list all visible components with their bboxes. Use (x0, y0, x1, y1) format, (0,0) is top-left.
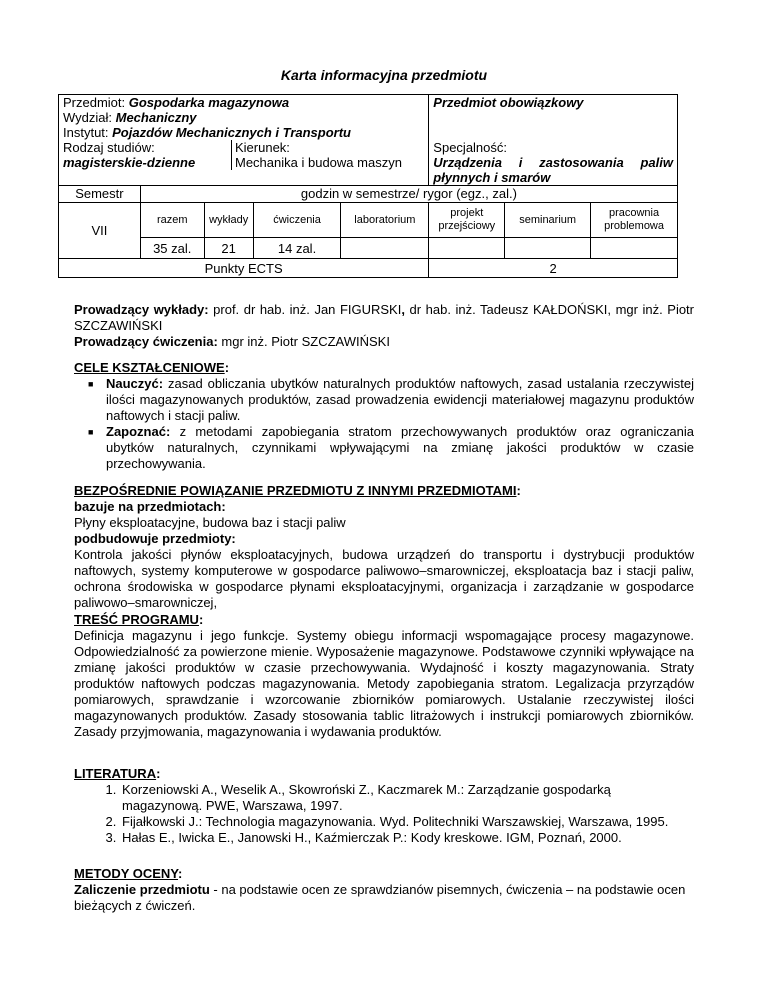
institute-label: Instytut: (63, 125, 113, 140)
faculty-value: Mechaniczny (115, 110, 197, 125)
goal-label: Zapoznać: (106, 424, 171, 439)
goals-heading: CELE KSZTAŁCENIOWE (74, 360, 225, 375)
literature-item: 3. Hałas E., Iwicka E., Janowski H., Kaźmierczak P.: Kody kreskowe. IGM, Poznań, 2000. (120, 830, 694, 846)
assessment-section: METODY OCENY: Zaliczenie przedmiotu - na podstawie ocen ze sprawdzianów pisemnych, ćwiczenia – na podstawie ocen bieżących z ćwiczeń. (74, 866, 686, 913)
goal-item: ■ Zapoznać: z metodami zapobiegania stratom przechowywanych produktów oraz ograniczania ubytków naturalnych, czynnikami wpływającymi na zmianę jakości produktów w czasie przechowywania. (88, 424, 694, 471)
hours-label: godzin w semestrze/ rygor (egz., zal.) (140, 186, 677, 203)
exercise-lecturer-text: mgr inż. Piotr SZCZAWIŃSKI (217, 334, 390, 349)
supports-text: Kontrola jakości płynów eksploatacyjnych, budowa urządzeń do transportu i dystrybucji produktów naftowych, systemy komputerowe w gospodarce paliwowo–smarowniczej, eksploatacja baz i stacji paliw, ochrona środowiska w gospodarce płynami eksploatacyjnymi, organizacja i zarządzanie w gospodarce paliwowo–smarowniczej, (74, 547, 694, 610)
lecturers-section: Prowadzący wykłady: prof. dr hab. inż. Jan FIGURSKI, dr hab. inż. Tadeusz KAŁDOŃSKI, mgr inż. Piotr SZCZAWIŃSKI Prowadzący ćwiczenia: mgr inż. Piotr SZCZAWIŃSKI (74, 302, 695, 349)
field-label: Kierunek: (235, 140, 290, 155)
specialty-value: Urządzenia i zastosowania paliw płynnych i smarów (433, 155, 673, 185)
literature-heading: LITERATURA (74, 766, 157, 781)
val-laboratorium (341, 238, 429, 259)
based-on-label: bazuje na przedmiotach: (74, 499, 226, 514)
assessment-label: Zaliczenie przedmiotu (74, 882, 210, 897)
assessment-text: - na podstawie ocen ze sprawdzianów pisemnych, ćwiczenia – na podstawie ocen bieżących z ćwiczeń. (74, 882, 686, 913)
institute-value: Pojazdów Mechanicznych i Transportu (112, 125, 351, 140)
goal-item: ■ Nauczyć: zasad obliczania ubytków naturalnych produktów naftowych, zasad ustalania rzeczywistej ilości magazynowanych produktów, zasad prowadzenia ewidencji materiałowej magazynu produktów naftowych i stacji paliw. (88, 376, 694, 423)
goals-section: CELE KSZTAŁCENIOWE: ■ Nauczyć: zasad obliczania ubytków naturalnych produktów naftowych, zasad ustalania rzeczywistej ilości magazynowanych produktów, zasad prowadzenia ewidencji materiałowej magazynu produktów naftowych i stacji paliw. ■ Zapoznać: z metodami zapobiegania stratom przechowywanych produktów oraz ograniczania ubytków naturalnych, czynnikami wpływającymi na zmianę jakości produktów w czasie przechowywania. (74, 360, 694, 471)
col-wyklady: wykłady (204, 203, 253, 238)
relations-heading: BEZPOŚREDNIE POWIĄZANIE PRZEDMIOTU Z INNYMI PRZEDMIOTAMI (74, 483, 517, 498)
col-projekt: projekt przejściowy (429, 203, 505, 238)
ects-value: 2 (429, 259, 678, 278)
goal-text: z metodami zapobiegania stratom przechowywanych produktów oraz ograniczania ubytków naturalnych, czynnikami wpływającymi na zmianę jakości produktów w czasie przechowywania. (106, 424, 694, 471)
subject-label: Przedmiot: (63, 95, 129, 110)
val-pracownia (591, 238, 678, 259)
col-pracownia: pracownia problemowa (591, 203, 678, 238)
study-type-label: Rodzaj studiów: (63, 140, 155, 155)
assessment-heading: METODY OCENY (74, 866, 179, 881)
lecturers-text-1: prof. dr hab. inż. Jan FIGURSKI (208, 302, 402, 317)
ects-label: Punkty ECTS (59, 259, 429, 278)
goal-label: Nauczyć: (106, 376, 164, 391)
val-wyklady: 21 (204, 238, 253, 259)
field-value: Mechanika i budowa maszyn (235, 155, 402, 170)
specialty-label: Specjalność: (433, 140, 508, 155)
literature-section: LITERATURA: 1. Korzeniowski A., Weselik A., Skowroński Z., Kaczmarek M.: Zarządzanie gospodarką magazynową. PWE, Warszawa, 1997. 2. Fijałkowski J.: Technologia magazynowania. Wyd. Politechniki Warszawskiej, Warszawa, 1995. 3. Hałas E., Iwicka E., Janowski H., Kaźmierczak P.: Kody kreskowe. IGM, Poznań, 2000. (74, 766, 694, 846)
supports-label: podbudowuje przedmioty: (74, 531, 236, 546)
subject-value: Gospodarka magazynowa (128, 95, 290, 110)
literature-item: 2. Fijałkowski J.: Technologia magazynowania. Wyd. Politechniki Warszawskiej, Warszawa, 1995. (120, 814, 694, 830)
page-title: Karta informacyjna przedmiotu (280, 67, 488, 83)
course-info-table (58, 94, 678, 278)
col-cwiczenia: ćwiczenia (253, 203, 341, 238)
semester-value: VII (59, 203, 141, 259)
goal-text: zasad obliczania ubytków naturalnych produktów naftowych, zasad ustalania rzeczywistej ilości magazynowanych produktów, zasad prowadzenia ewidencji materiałowej magazynu produktów naftowych i stacji paliw. (106, 376, 694, 423)
val-projekt (429, 238, 505, 259)
lecturers-label: Prowadzący wykłady: (74, 302, 209, 317)
faculty-label: Wydział: (63, 110, 116, 125)
course-identity-cell (59, 95, 429, 186)
val-razem: 35 zal. (140, 238, 204, 259)
lecturers-text-2: dr hab. inż. Tadeusz KAŁDOŃSKI, mgr inż. Piotr SZCZAWIŃSKI (74, 302, 695, 333)
val-cwiczenia: 14 zal. (253, 238, 341, 259)
mandatory-label: Przedmiot obowiązkowy (433, 95, 584, 110)
col-razem: razem (140, 203, 204, 238)
program-heading: TREŚĆ PROGRAMU (74, 612, 199, 627)
relations-section: BEZPOŚREDNIE POWIĄZANIE PRZEDMIOTU Z INNYMI PRZEDMIOTAMI: bazuje na przedmiotach: Płyny eksploatacyjne, budowa baz i stacji paliw podbudowuje przedmioty: Kontrola jakości płynów eksploatacyjnych, budowa urządzeń do transportu i dystrybucji produktów naftowych, systemy komputerowe w gospodarce paliwowo–smarowniczej, eksploatacja baz i stacji paliw, ochrona środowiska w gospodarce płynami eksploatacyjnymi, organizacja i zarządzanie w gospodarce paliwowo–smarowniczej, (74, 483, 694, 610)
col-laboratorium: laboratorium (341, 203, 429, 238)
program-section: TREŚĆ PROGRAMU: Definicja magazynu i jego funkcje. Systemy obiegu informacji wspomagające procesy magazynowe. Odpowiedzialność za powierzone mienie. Wyposażenie magazynowe. Podstawowe czynniki wpływające na zmianę jakości produktów w czasie przechowywania. Wydajność i koszty magazynowania. Straty produktów naftowych podczas magazynowania. Metody zapobiegania stratom. Legalizacja przyrządów pomiarowych, sprawdzanie i wzorcowanie zbiorników pomiarowych. Ustalanie rzeczywistej ilości magazynowanych produktów. Zasady stosowania tablic litrażowych i instrukcji pomiarowych zbiorników. Zasady przyjmowania, magazynowania i wydawania produktów. (74, 612, 694, 739)
study-type-value: magisterskie-dzienne (63, 155, 196, 170)
semester-label: Semestr (59, 186, 141, 203)
val-seminarium (505, 238, 591, 259)
exercise-lecturer-label: Prowadzący ćwiczenia: (74, 334, 218, 349)
col-seminarium: seminarium (505, 203, 591, 238)
course-status-cell (429, 95, 678, 186)
literature-item: 1. Korzeniowski A., Weselik A., Skowroński Z., Kaczmarek M.: Zarządzanie gospodarką magazynową. PWE, Warszawa, 1997. (120, 782, 694, 814)
based-on-text: Płyny eksploatacyjne, budowa baz i stacji paliw (74, 515, 346, 530)
program-text: Definicja magazynu i jego funkcje. Systemy obiegu informacji wspomagające procesy magazynowe. Odpowiedzialność za powierzone mienie. Wyposażenie magazynowe. Podstawowe czynniki wpływające na zmianę jakości produktów w czasie przechowywania. Wydajność i koszty magazynowania. Straty produktów naftowych podczas magazynowania. Metody zapobiegania stratom. Legalizacja przyrządów pomiarowych, sprawdzanie i wzorcowanie zbiorników pomiarowych. Ustalanie rzeczywistej ilości magazynowanych produktów. Zasady stosowania tablic litrażowych i instrukcji pomiarowych zbiorników. Zasady przyjmowania, magazynowania i wydawania produktów. (74, 628, 694, 739)
